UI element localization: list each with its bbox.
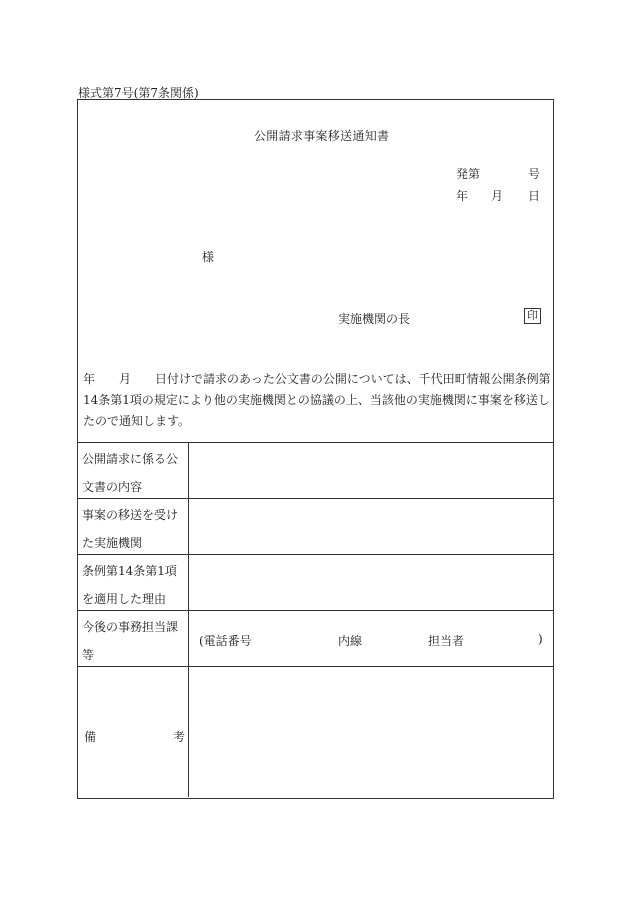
- remarks-label-cell: [78, 667, 189, 797]
- sender-title: 実施機関の長: [338, 312, 411, 326]
- date-year-label: 年: [456, 189, 469, 203]
- remarks-label-right: 考: [173, 730, 186, 744]
- remarks-field[interactable]: [189, 667, 553, 797]
- remarks-label-left: 備: [84, 730, 97, 744]
- contact-field[interactable]: [189, 611, 553, 666]
- row-value-field[interactable]: [189, 555, 553, 610]
- date-day-label: 日: [528, 189, 541, 203]
- person-in-charge-label: 担当者: [428, 634, 465, 648]
- details-table: [78, 442, 553, 797]
- issue-number-suffix: 号: [528, 167, 541, 181]
- row-label: 公開請求に係る公文書の内容: [78, 443, 189, 498]
- date-month-label: 月: [491, 189, 504, 203]
- table-row: [78, 554, 553, 610]
- seal-mark: 印: [524, 308, 541, 324]
- table-row: [78, 498, 553, 554]
- document-title: 公開請求事案移送通知書: [254, 129, 390, 143]
- phone-label: (電話番号: [199, 634, 252, 648]
- row-value-field[interactable]: [189, 499, 553, 554]
- table-row: [78, 610, 553, 666]
- table-row: [78, 442, 553, 498]
- extension-label: 内線: [338, 634, 363, 648]
- issue-number-prefix: 発第: [456, 167, 481, 181]
- row-label: 条例第14条第1項を適用した理由: [78, 555, 189, 610]
- table-row: [78, 666, 553, 797]
- notice-body: 年 月 日付けで請求のあった公文書の公開については、千代田町情報公開条例第14条第1項の規定により他の実施機関との協議の上、当該他の実施機関に事案を移送したので通知します。: [83, 372, 551, 428]
- addressee-honorific: 様: [202, 250, 215, 264]
- row-label: 事案の移送を受けた実施機関: [78, 499, 189, 554]
- closing-paren: ): [538, 632, 543, 646]
- notice-form: [77, 99, 554, 799]
- form-number-label: 様式第7号(第7条関係): [78, 86, 199, 100]
- row-label: 今後の事務担当課等: [78, 611, 189, 666]
- row-value-field[interactable]: [189, 443, 553, 498]
